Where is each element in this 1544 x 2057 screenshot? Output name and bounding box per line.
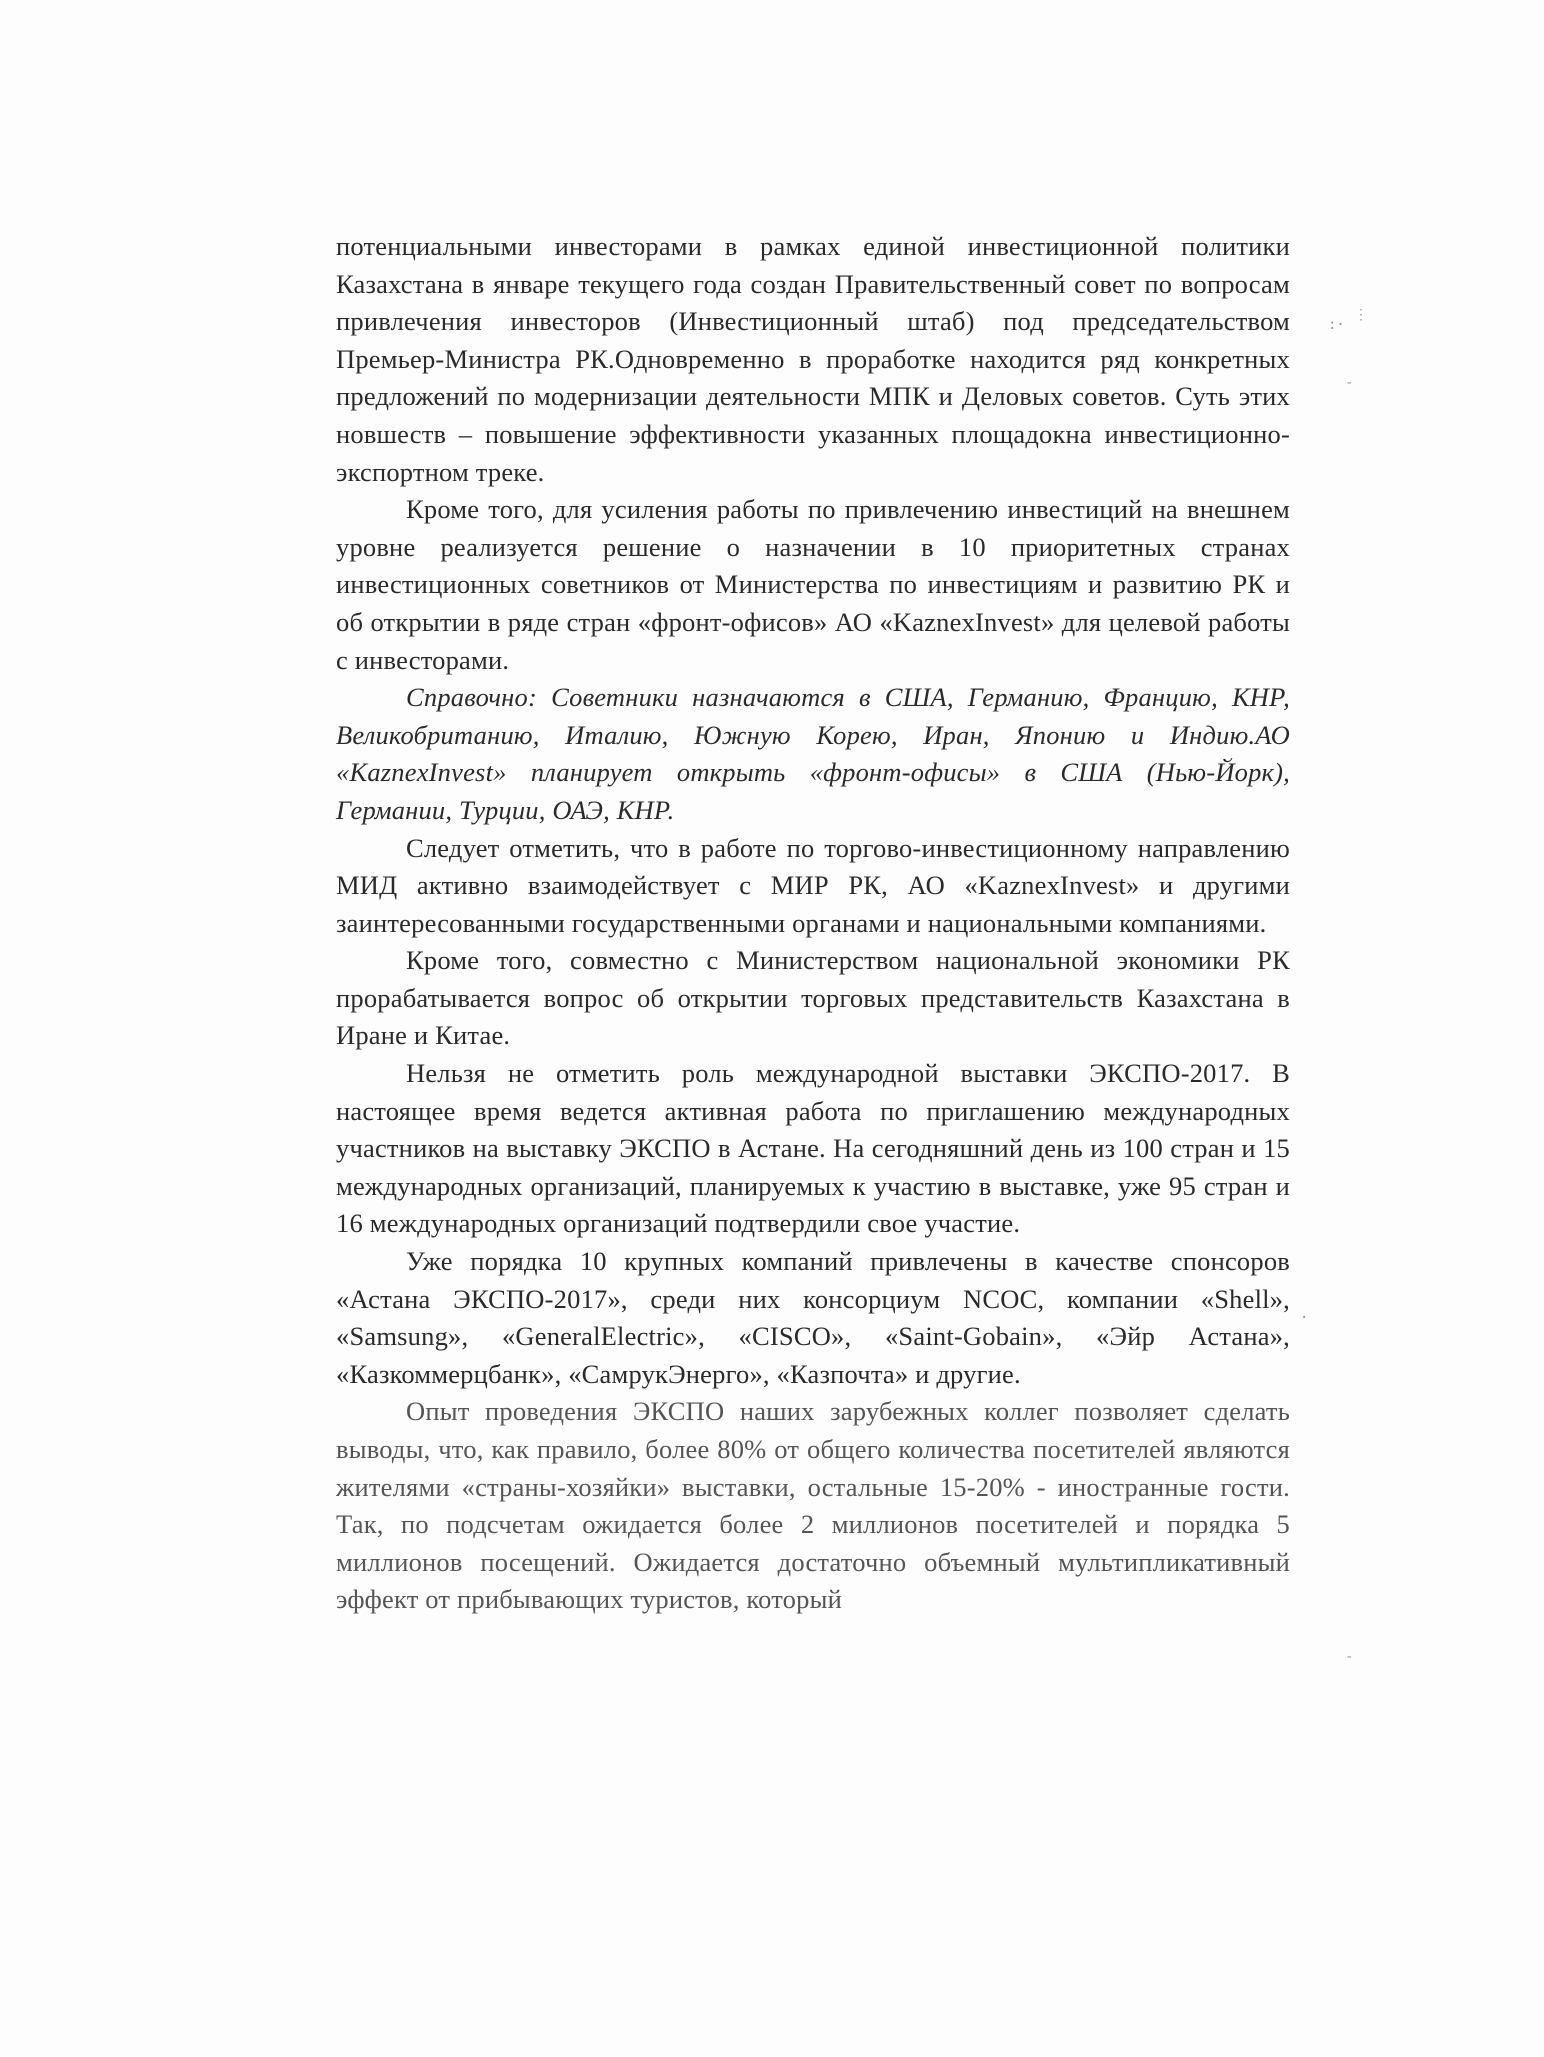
- scan-speck: -: [1345, 375, 1354, 391]
- paragraph-expo-participants: Нельзя не отметить роль международной выставки ЭКСПО-2017. В настоящее время ведется активная работа по приглашению международных участников на выставку ЭКСПО в Астане. На сегодняшний день из 100 стран и 15 международных организаций, планируемых к участию в выставке, уже 95 стран и 16 международных организаций подтвердили свое участие.: [336, 1058, 1290, 1239]
- paragraph-expo-visitors: Опыт проведения ЭКСПО наших зарубежных коллег позволяет сделать выводы, что, как правило, более 80% от общего количества посетителей являются жителями «страны-хозяйки» выставки, остальные 15-20% - иностранные гости. Так, по подсчетам ожидается более 2 миллионов посетителей и порядка 5 миллионов посещений. Ожидается достаточно объемный мультипликативный эффект от прибывающих туристов, который: [336, 1396, 1290, 1615]
- scan-speck: ⋮: [1354, 307, 1368, 323]
- scan-speck: .: [1300, 1306, 1309, 1322]
- scan-speck: :·: [1328, 317, 1345, 333]
- paragraph-reference-note: Справочно: Советники назначаются в США, Германию, Францию, КНР, Великобританию, Италию, Южную Корею, Иран, Японию и Индию.АО «KaznexInvest» планирует открыть «фронт-офисы» в США (Нью-Йорк), Германии, Турции, ОАЭ, КНР.: [336, 682, 1290, 825]
- paragraph-expo-sponsors: Уже порядка 10 крупных компаний привлечены в качестве спонсоров «Астана ЭКСПО-2017», среди них консорциум NCOC, компании «Shell», «Samsung», «GeneralElectric», «CISCO», «Saint-Gobain», «Эйр Астана», «Казкоммерцбанк», «СамрукЭнерго», «Казпочта» и другие.: [336, 1246, 1290, 1389]
- scan-speck: -: [1345, 1649, 1354, 1665]
- paragraph-trade-missions: Кроме того, совместно с Министерством национальной экономики РК прорабатывается вопрос об открытии торговых представительств Казахстана в Иране и Китае.: [336, 945, 1290, 1051]
- document-body: [336, 228, 1290, 1619]
- paragraph-mfa-cooperation: Следует отметить, что в работе по торгово-инвестиционному направлению МИД активно взаимодействует с МИР РК, АО «KaznexInvest» и другими заинтересованными государственными органами и национальными компаниями.: [336, 832, 1290, 938]
- paragraph-investment-council: потенциальными инвесторами в рамках единой инвестиционной политики Казахстана в январе текущего года создан Правительственный совет по вопросам привлечения инвесторов (Инвестиционный штаб) под председательством Премьер-Министра РК.Одновременно в проработке находится ряд конкретных предложений по модернизации деятельности МПК и Деловых советов. Суть этих новшеств – повышение эффективности указанных площадокна инвестиционно-экспортном треке.: [336, 231, 1290, 487]
- paragraph-investment-advisors: Кроме того, для усиления работы по привлечению инвестиций на внешнем уровне реализуется решение о назначении в 10 приоритетных странах инвестиционных советников от Министерства по инвестициям и развитию РК и об открытии в ряде стран «фронт-офисов» АО «KaznexInvest» для целевой работы с инвесторами.: [336, 494, 1290, 675]
